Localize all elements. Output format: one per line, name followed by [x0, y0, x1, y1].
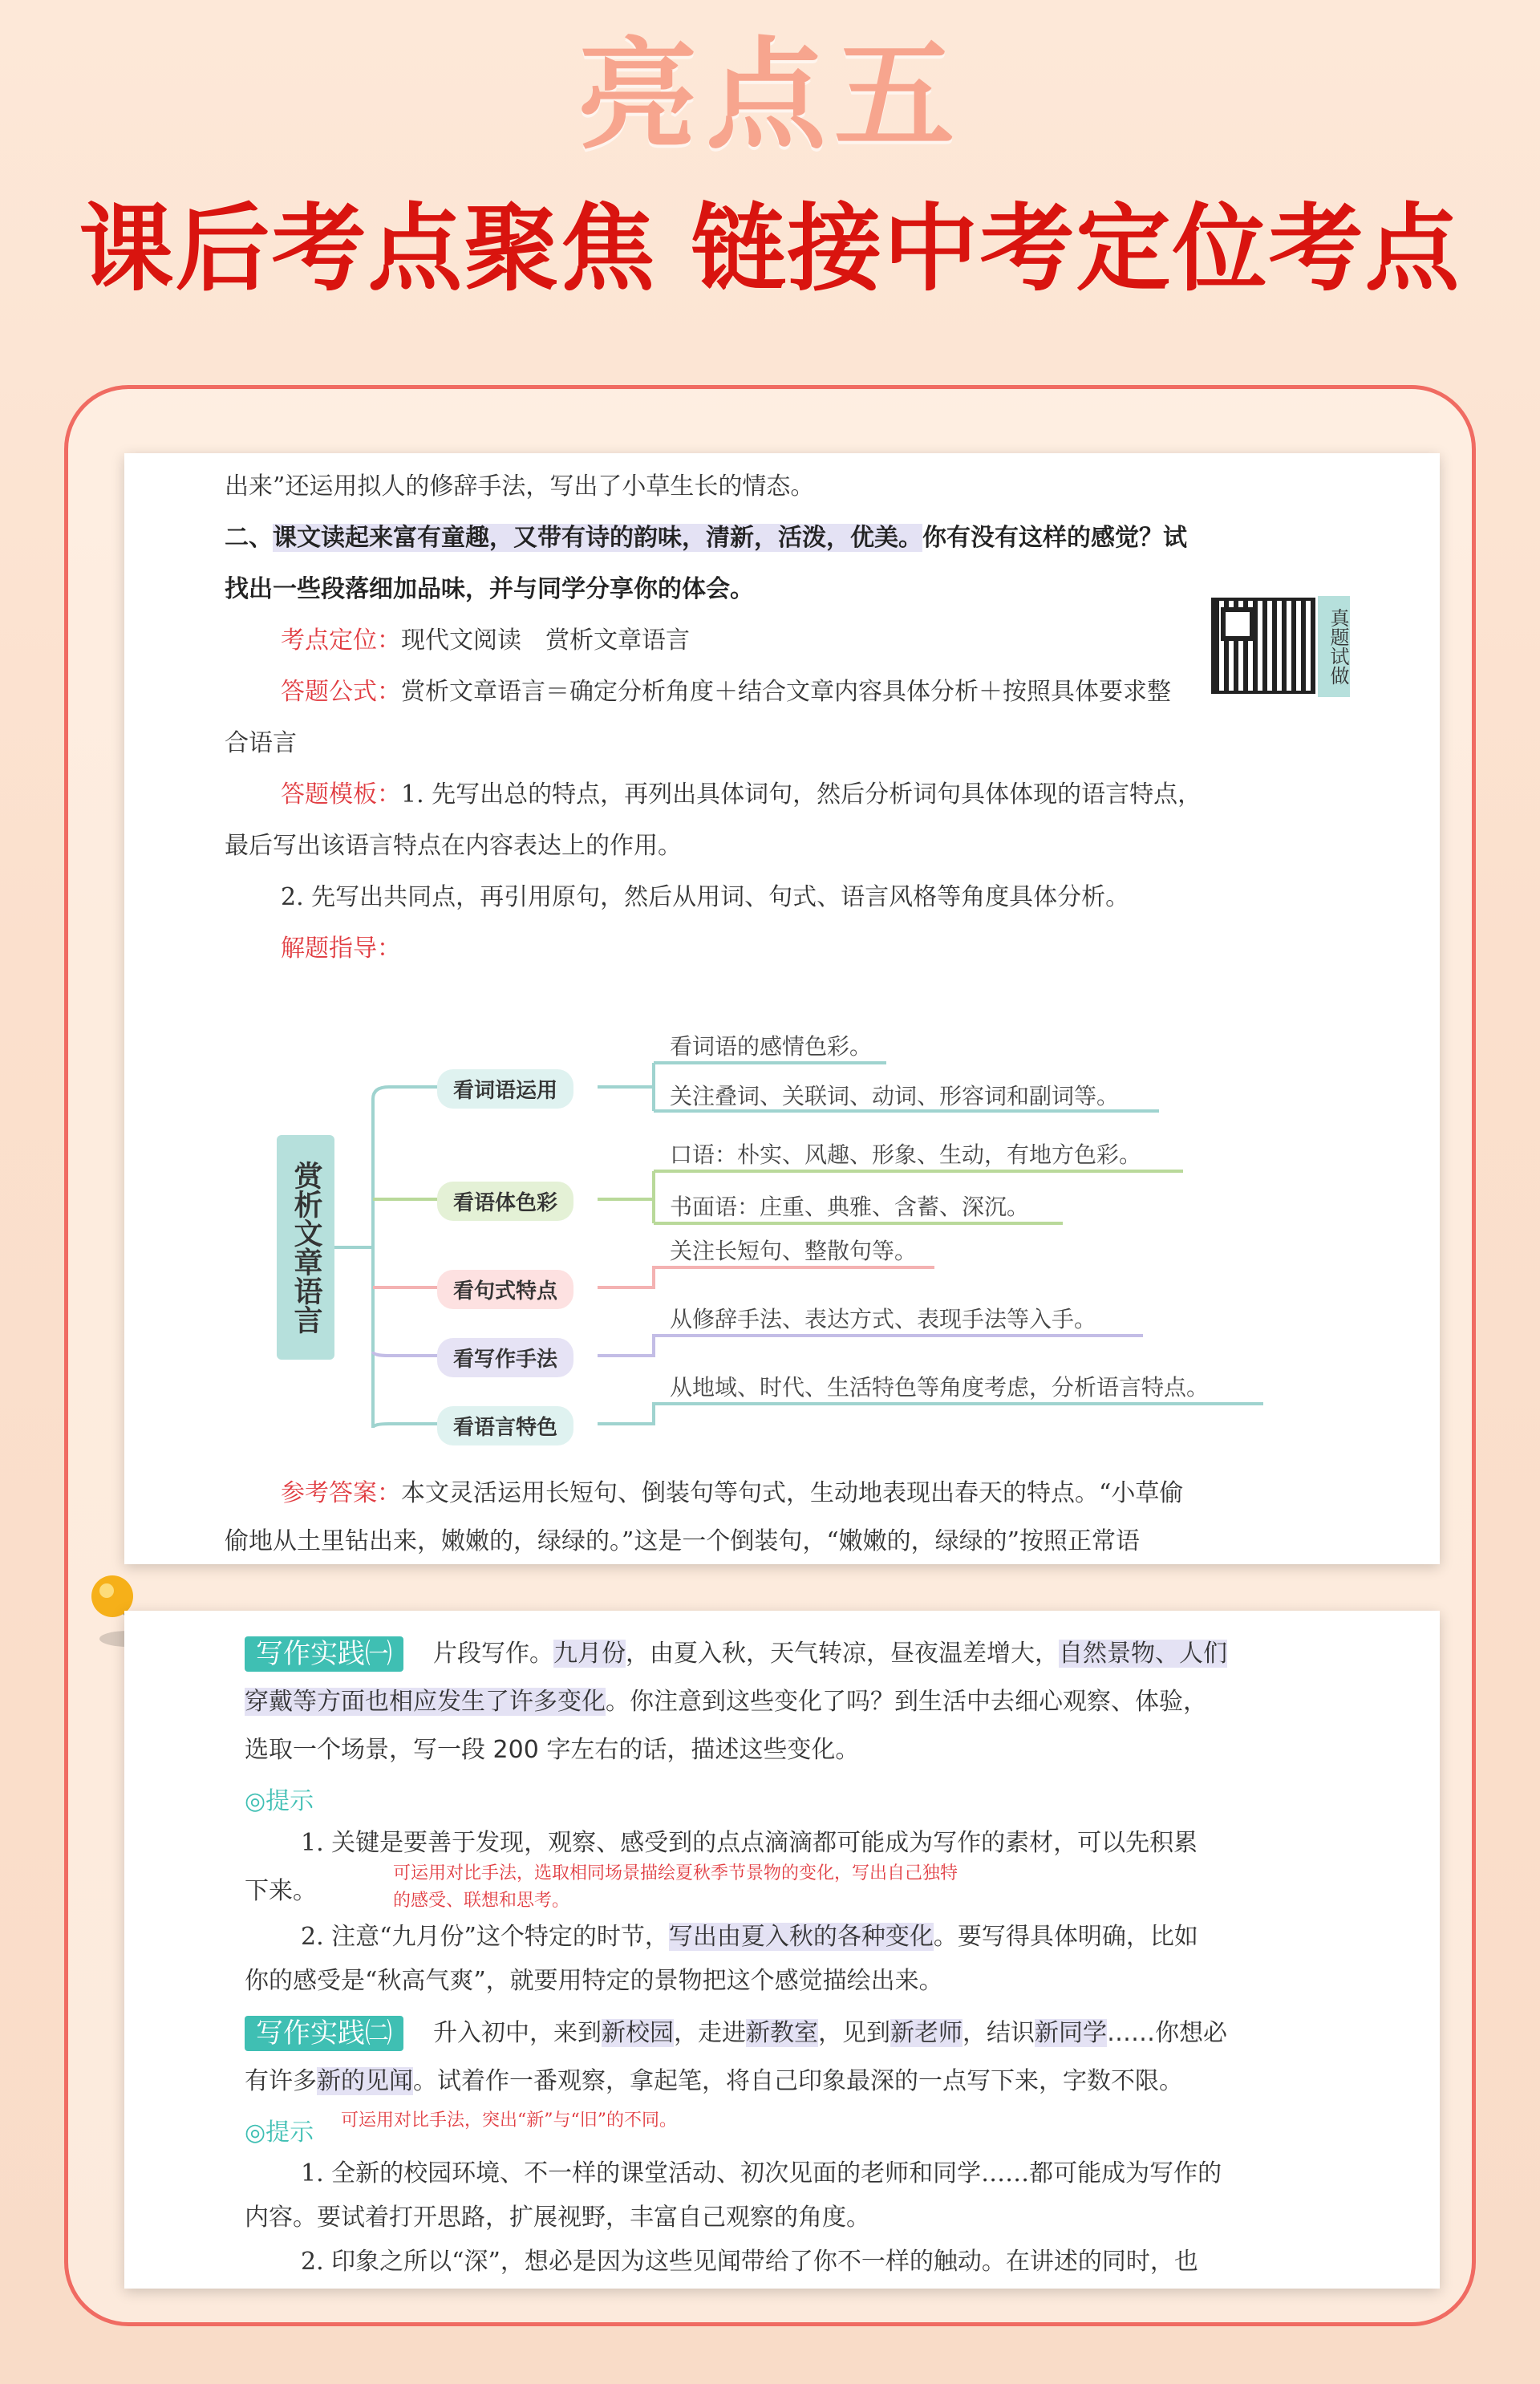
- formula-label: 答题公式：: [281, 678, 401, 706]
- answer-label: 参考答案：: [281, 1479, 401, 1507]
- question-line-2: 找出一些段落细加品味，并与同学分享你的体会。: [225, 575, 754, 603]
- practice-1-line-2: 穿戴等方面也相应发生了许多变化。你注意到这些变化了吗？到生活中去细心观察、体验，: [245, 1688, 1207, 1716]
- mindmap-leaf: 关注叠词、关联词、动词、形容词和副词等。: [670, 1083, 1120, 1109]
- highlight-number: 亮点五: [577, 26, 962, 166]
- qr-label: 真题试做: [1318, 596, 1350, 697]
- mindmap-leaf: 从地域、时代、生活特色等角度考虑，分析语言特点。: [670, 1374, 1210, 1401]
- mindmap-leaf: 看词语的感情色彩。: [670, 1033, 873, 1060]
- practice-tag-2: 写作实践㈡: [245, 2016, 403, 2051]
- mindmap-root: 赏析文章语言: [277, 1135, 334, 1360]
- textbook-page-bottom: [124, 1611, 1440, 2289]
- hint-label: ◎提示: [245, 2118, 314, 2147]
- mindmap-leaf: 书面语：庄重、典雅、含蓄、深沉。: [670, 1194, 1030, 1220]
- exam-point-label: 考点定位：: [281, 626, 401, 655]
- hint-1-line: 1. 关键是要善于发现，观察、感受到的点点滴滴都可能成为写作的素材，可以先积累: [301, 1829, 1198, 1857]
- handwritten-note: 可运用对比手法，选取相同场景描绘夏秋季节景物的变化，写出自己独特: [393, 1863, 958, 1883]
- answer-line-2: 偷地从土里钻出来，嫩嫩的，绿绿的。”这是一个倒装句，“嫩嫩的，绿绿的”按照正常语: [225, 1527, 1141, 1555]
- hint-4-line: 2. 印象之所以“深”，想必是因为这些见闻带给了你不一样的触动。在讲述的同时，也: [301, 2248, 1198, 2276]
- hint-3-line-2: 内容。要试着打开思路，扩展视野，丰富自己观察的角度。: [245, 2204, 870, 2232]
- hint-2-line: 2. 注意“九月份”这个特定的时节，写出由夏入秋的各种变化。要写得具体明确，比如: [301, 1923, 1198, 1951]
- highlighted-phrase: 课文读起来富有童趣，又带有诗的韵味，清新，活泼，优美。: [273, 524, 922, 552]
- mindmap-node: 看语体色彩: [437, 1182, 573, 1221]
- hint-3-line: 1. 全新的校园环境、不一样的课堂活动、初次见面的老师和同学……都可能成为写作的: [301, 2159, 1222, 2187]
- page-title: 课后考点聚焦 链接中考定位考点: [79, 193, 1461, 304]
- practice-1-line-3: 选取一个场景，写一段 200 字左右的话，描述这些变化。: [245, 1736, 860, 1764]
- mindmap-node: 看句式特点: [437, 1270, 573, 1309]
- formula-line-2: 合语言: [225, 729, 297, 757]
- hint-label: ◎提示: [245, 1787, 314, 1815]
- template-line-2: 最后写出该语言特点在内容表达上的作用。: [225, 832, 682, 860]
- mindmap-node: 看写作手法: [437, 1338, 573, 1377]
- practice-tag-1: 写作实践㈠: [245, 1636, 403, 1672]
- mindmap-leaf: 关注长短句、整散句等。: [670, 1238, 918, 1264]
- answer-line: 参考答案：本文灵活运用长短句、倒装句等句式，生动地表现出春天的特点。“小草偷: [281, 1479, 1184, 1507]
- mindmap-leaf: 口语：朴实、风趣、形象、生动，有地方色彩。: [670, 1141, 1142, 1168]
- template-line-3: 2. 先写出共同点，再引用原句，然后从用词、句式、语言风格等角度具体分析。: [281, 883, 1130, 911]
- textbook-page-top: [124, 453, 1440, 1564]
- text-line: 出来”还运用拟人的修辞手法，写出了小草生长的情态。: [225, 472, 815, 501]
- guide-label: 解题指导：: [281, 935, 401, 963]
- mindmap-leaf: 从修辞手法、表达方式、表现手法等入手。: [670, 1306, 1097, 1332]
- exam-point-line: 考点定位：现代文阅读 赏析文章语言: [281, 626, 690, 655]
- hint-1-line-2: 下来。: [245, 1877, 317, 1905]
- practice-1-line: 片段写作。九月份，由夏入秋，天气转凉，昼夜温差增大，自然景物、人们: [433, 1640, 1227, 1668]
- template-line: 答题模板：1. 先写出总的特点，再列出具体词句，然后分析词句具体体现的语言特点，: [281, 780, 1202, 809]
- handwritten-note: 的感受、联想和思考。: [393, 1891, 570, 1911]
- mindmap-node: 看词语运用: [437, 1069, 573, 1109]
- template-label: 答题模板：: [281, 780, 401, 809]
- practice-2-line-2: 有许多新的见闻。试着作一番观察，拿起笔，将自己印象最深的一点写下来，字数不限。: [245, 2067, 1183, 2095]
- mindmap-node: 看语言特色: [437, 1406, 573, 1445]
- handwritten-note: 可运用对比手法，突出“新”与“旧”的不同。: [341, 2110, 677, 2131]
- formula-line: 答题公式：赏析文章语言＝确定分析角度＋结合文章内容具体分析＋按照具体要求整: [281, 678, 1171, 706]
- practice-2-line: 升入初中，来到新校园，走进新教室，见到新老师，结识新同学……你想必: [433, 2019, 1227, 2047]
- hint-2-line-2: 你的感受是“秋高气爽”，就要用特定的景物把这个感觉描绘出来。: [245, 1967, 943, 1995]
- question-line: 二、课文读起来富有童趣，又带有诗的韵味，清新，活泼，优美。你有没有这样的感觉？试: [225, 524, 1187, 552]
